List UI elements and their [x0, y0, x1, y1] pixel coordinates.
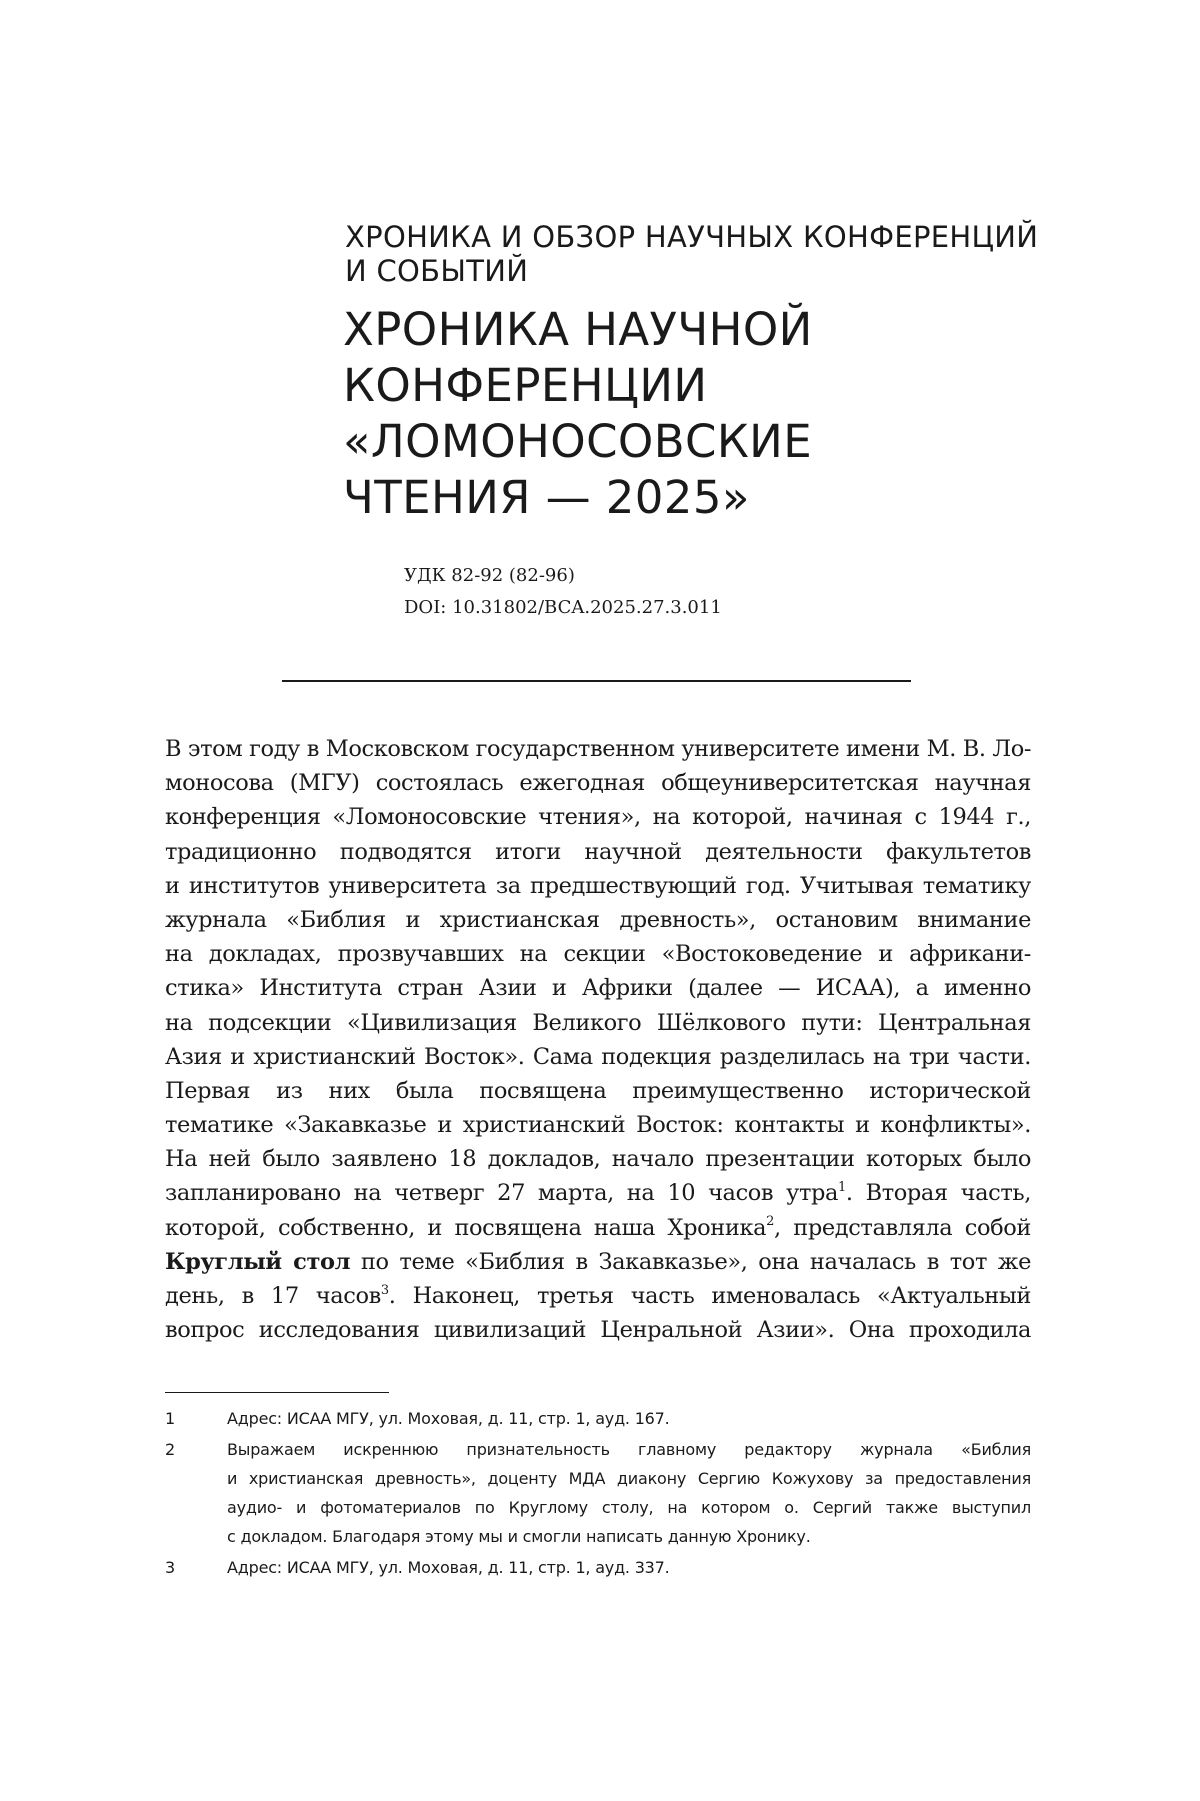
footnote-number: 3 [165, 1558, 176, 1577]
body-line: стика» Института стран Азии и Африки (далее — ИСАА), а именно [165, 975, 1031, 1002]
udk-code: УДК 82-92 (82-96) [404, 565, 575, 586]
body-line: и институтов университета за предшествующий год. Учитывая тематику [165, 872, 1031, 899]
body-line [165, 1245, 1031, 1279]
body-line: на докладах, прозвучавших на секции «Востоковедение и африкани- [165, 941, 1031, 968]
footnote-number: 2 [165, 1440, 176, 1459]
article-body [165, 732, 1031, 1347]
footnote-ref-1[interactable]: 1 [838, 1179, 846, 1195]
body-line: журнала «Библия и христианская древность», остановим внимание [165, 906, 1031, 933]
section-heading [345, 220, 1065, 288]
footnotes [165, 1404, 1031, 1584]
body-text-segment: запланировано на четверг 27 марта, на 10 часов утра [165, 1180, 839, 1207]
title-separator-rule [282, 680, 911, 682]
body-text-segment: которой, собственно, и посвящена наша Хроника [165, 1214, 767, 1241]
footnote-rule [165, 1392, 389, 1393]
footnote-line: аудио- и фотоматериалов по Круглому столу, на котором о. Сергий также выступил [227, 1498, 1031, 1517]
body-line [165, 1279, 1031, 1313]
section-heading-line-2: И СОБЫТИЙ [345, 254, 529, 288]
body-line: тематике «Закавказье и христианский Восток: контакты и конфликты». [165, 1112, 1031, 1139]
body-line: вопрос исследования цивилизаций Ценральной Азии». Она проходила [165, 1317, 1031, 1344]
footnote-1 [165, 1404, 1031, 1433]
body-text-segment: . Наконец, третья часть именовалась «Актуальный [388, 1283, 1031, 1309]
footnote-line: с докладом. Благодаря этому мы и смогли написать данную Хронику. [227, 1527, 811, 1546]
body-line: На ней было заявлено 18 докладов, начало презентации которых было [165, 1146, 1031, 1173]
body-text-segment: , представляла собой [774, 1214, 1031, 1241]
footnote-line: и христианская древность», доценту МДА диакону Сергию Кожухову за предоставления [227, 1469, 1031, 1488]
body-text-segment: . Вторая часть, [845, 1180, 1031, 1207]
footnote-line: Адрес: ИСАА МГУ, ул. Моховая, д. 11, стр. 1, ауд. 337. [227, 1558, 670, 1577]
footnote-2 [165, 1435, 1031, 1551]
footnote-line: Выражаем искреннюю признательность главному редактору журнала «Библия [227, 1440, 1031, 1459]
footnote-number: 1 [165, 1409, 176, 1428]
footnote-3 [165, 1553, 1031, 1582]
body-line: моносова (МГУ) состоялась ежегодная общеуниверситетская научная [165, 770, 1031, 797]
article-metadata [404, 560, 722, 624]
body-line: на подсекции «Цивилизация Великого Шёлкового пути: Центральная [165, 1009, 1031, 1036]
bold-term-round-table: Круглый стол [165, 1248, 351, 1275]
footnote-ref-2[interactable]: 2 [766, 1214, 775, 1230]
body-line: традиционно подводятся итоги научной деятельности факультетов [165, 838, 1031, 865]
body-line [165, 1176, 1031, 1210]
footnote-ref-3[interactable]: 3 [380, 1282, 389, 1298]
article-title-line-2: КОНФЕРЕНЦИИ [343, 359, 708, 412]
body-line: Первая из них была посвящена преимущественно исторической [165, 1077, 1031, 1104]
article-title-line-4: ЧТЕНИЯ — 2025» [343, 471, 750, 524]
body-line [165, 1211, 1031, 1245]
body-text-segment: по теме «Библия в Закавказье», она началась в тот же [350, 1248, 1031, 1275]
section-heading-line-1: ХРОНИКА И ОБЗОР НАУЧНЫХ КОНФЕРЕНЦИЙ [345, 220, 1039, 254]
body-line: конференция «Ломоносовские чтения», на которой, начиная с 1944 г., [165, 804, 1031, 831]
article-title-line-1: ХРОНИКА НАУЧНОЙ [343, 303, 813, 356]
body-line: Азия и христианский Восток». Сама подекция разделилась на три части. [165, 1043, 1031, 1070]
doi-code: DOI: 10.31802/BCA.2025.27.3.011 [404, 597, 722, 618]
body-line: В этом году в Московском государственном университете имени М. В. Ло- [165, 736, 1031, 762]
body-text-segment: день, в 17 часов [165, 1283, 381, 1309]
article-title-line-3: «ЛОМОНОСОВСКИЕ [343, 415, 813, 468]
footnote-line: Адрес: ИСАА МГУ, ул. Моховая, д. 11, стр. 1, ауд. 167. [227, 1409, 670, 1428]
article-title [343, 302, 1103, 526]
